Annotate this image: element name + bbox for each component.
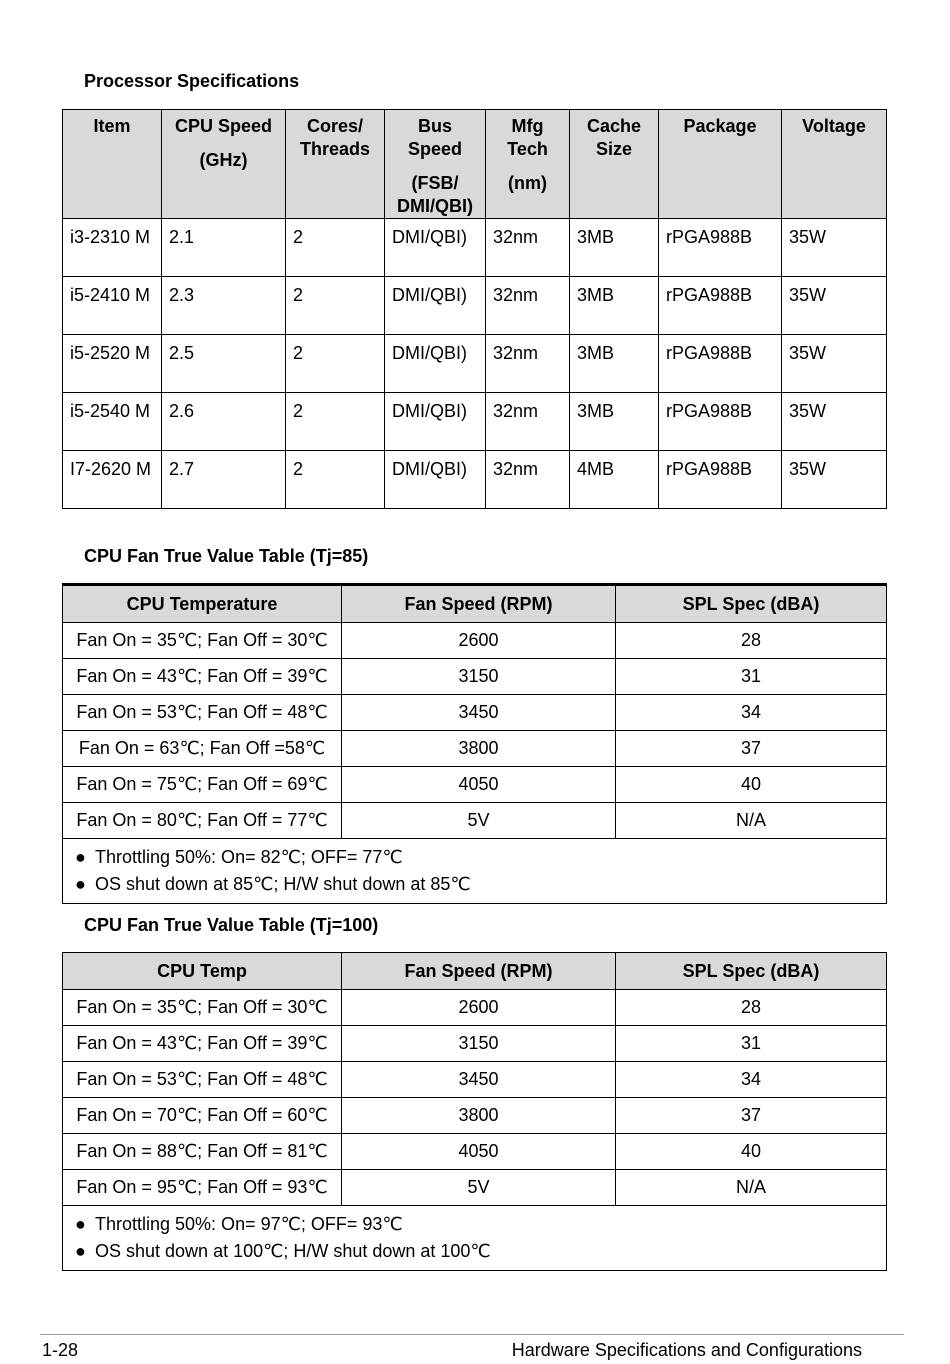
cell-spl: 34	[616, 1062, 887, 1098]
header-spl-spec: SPL Spec (dBA)	[616, 953, 887, 990]
cell-fan-speed: 4050	[342, 767, 616, 803]
cell-cache: 3MB	[570, 393, 659, 451]
table-header-row	[63, 953, 887, 990]
cell-spl: 28	[616, 623, 887, 659]
note-item: ● Throttling 50%: On= 97℃; OFF= 93℃	[75, 1211, 886, 1238]
cell-cores: 2	[286, 335, 385, 393]
table-row	[63, 659, 887, 695]
cell-fan-speed: 3150	[342, 1026, 616, 1062]
table-row	[63, 1062, 887, 1098]
cell-fan-speed: 2600	[342, 623, 616, 659]
cell-bus-speed: DMI/QBI)	[385, 335, 486, 393]
fan-tj100-table	[62, 952, 887, 1271]
cell-temperature: Fan On = 70℃; Fan Off = 60℃	[63, 1098, 342, 1134]
cell-spl: 37	[616, 731, 887, 767]
cell-fan-speed: 5V	[342, 1170, 616, 1206]
cell-package: rPGA988B	[659, 451, 782, 509]
header-voltage: Voltage	[782, 110, 887, 219]
cell-temperature: Fan On = 63℃; Fan Off =58℃	[63, 731, 342, 767]
cell-package: rPGA988B	[659, 219, 782, 277]
header-cpu-temp: CPU Temp	[63, 953, 342, 990]
cell-item: i5-2540 M	[63, 393, 162, 451]
header-bus-speed: Bus Speed (FSB/ DMI/QBI)	[385, 110, 486, 219]
cell-cpu-speed: 2.6	[162, 393, 286, 451]
header-fan-speed: Fan Speed (RPM)	[342, 953, 616, 990]
cell-cpu-speed: 2.5	[162, 335, 286, 393]
cell-temperature: Fan On = 43℃; Fan Off = 39℃	[63, 659, 342, 695]
header-cores-threads: Cores/ Threads	[286, 110, 385, 219]
header-package: Package	[659, 110, 782, 219]
table-row	[63, 1134, 887, 1170]
footer-divider	[40, 1334, 904, 1335]
cell-spl: 31	[616, 659, 887, 695]
table-row	[63, 1026, 887, 1062]
page-number: 1-28	[42, 1340, 79, 1360]
cell-mfg-tech: 32nm	[486, 451, 570, 509]
note-item: ● Throttling 50%: On= 82℃; OFF= 77℃	[75, 844, 886, 871]
cell-spl: 34	[616, 695, 887, 731]
cell-package: rPGA988B	[659, 393, 782, 451]
cell-spl: 28	[616, 990, 887, 1026]
cell-voltage: 35W	[782, 451, 887, 509]
cell-spl: 40	[616, 1134, 887, 1170]
notes-cell	[63, 839, 887, 904]
bullet-icon: ●	[75, 1214, 86, 1234]
note-item: ● OS shut down at 100℃; H/W shut down at 100℃	[75, 1238, 886, 1265]
cell-fan-speed: 3150	[342, 659, 616, 695]
header-mfg-tech: Mfg Tech (nm)	[486, 110, 570, 219]
cell-cores: 2	[286, 277, 385, 335]
cell-cpu-speed: 2.1	[162, 219, 286, 277]
cell-voltage: 35W	[782, 277, 887, 335]
cell-voltage: 35W	[782, 393, 887, 451]
table-row	[63, 731, 887, 767]
cell-spl: 40	[616, 767, 887, 803]
cell-spl: N/A	[616, 803, 887, 839]
header-spl-spec: SPL Spec (dBA)	[616, 585, 887, 623]
cell-cores: 2	[286, 451, 385, 509]
cell-cores: 2	[286, 219, 385, 277]
cell-spl: 31	[616, 1026, 887, 1062]
cell-item: i3-2310 M	[63, 219, 162, 277]
bullet-icon: ●	[75, 1241, 86, 1261]
cell-temperature: Fan On = 95℃; Fan Off = 93℃	[63, 1170, 342, 1206]
table-row	[63, 803, 887, 839]
cell-bus-speed: DMI/QBI)	[385, 451, 486, 509]
cell-fan-speed: 2600	[342, 990, 616, 1026]
cell-package: rPGA988B	[659, 335, 782, 393]
header-cpu-speed: CPU Speed (GHz)	[162, 110, 286, 219]
cell-cache: 3MB	[570, 277, 659, 335]
table-row	[63, 1098, 887, 1134]
header-item: Item	[63, 110, 162, 219]
cell-spl: N/A	[616, 1170, 887, 1206]
header-cpu-temperature: CPU Temperature	[63, 585, 342, 623]
cell-fan-speed: 3450	[342, 695, 616, 731]
cell-cache: 3MB	[570, 219, 659, 277]
cell-voltage: 35W	[782, 335, 887, 393]
cell-bus-speed: DMI/QBI)	[385, 219, 486, 277]
table-row	[63, 219, 887, 277]
cell-cpu-speed: 2.3	[162, 277, 286, 335]
cell-bus-speed: DMI/QBI)	[385, 393, 486, 451]
fan-tj85-table	[62, 583, 887, 904]
table-row	[63, 335, 887, 393]
cell-cache: 3MB	[570, 335, 659, 393]
table-row	[63, 277, 887, 335]
table-row	[63, 767, 887, 803]
table-row	[63, 623, 887, 659]
cell-item: i5-2410 M	[63, 277, 162, 335]
cell-temperature: Fan On = 88℃; Fan Off = 81℃	[63, 1134, 342, 1170]
table-row	[63, 393, 887, 451]
cell-item: I7-2620 M	[63, 451, 162, 509]
bullet-icon: ●	[75, 874, 86, 894]
fan-tj100-section-title: CPU Fan True Value Table (Tj=100)	[84, 915, 379, 935]
notes-row	[63, 1206, 887, 1271]
notes-row	[63, 839, 887, 904]
cell-temperature: Fan On = 75℃; Fan Off = 69℃	[63, 767, 342, 803]
processor-spec-table	[62, 109, 887, 509]
cell-temperature: Fan On = 53℃; Fan Off = 48℃	[63, 1062, 342, 1098]
cell-spl: 37	[616, 1098, 887, 1134]
table-row	[63, 1170, 887, 1206]
processor-section-title: Processor Specifications	[84, 71, 300, 91]
cell-fan-speed: 3450	[342, 1062, 616, 1098]
cell-temperature: Fan On = 43℃; Fan Off = 39℃	[63, 1026, 342, 1062]
table-row	[63, 695, 887, 731]
cell-cache: 4MB	[570, 451, 659, 509]
table-header-row	[63, 110, 887, 219]
chapter-title: Hardware Specifications and Configurations	[511, 1340, 862, 1360]
fan-tj85-section-title: CPU Fan True Value Table (Tj=85)	[84, 546, 369, 566]
cell-voltage: 35W	[782, 219, 887, 277]
cell-fan-speed: 4050	[342, 1134, 616, 1170]
cell-mfg-tech: 32nm	[486, 277, 570, 335]
cell-fan-speed: 3800	[342, 731, 616, 767]
cell-mfg-tech: 32nm	[486, 335, 570, 393]
cell-item: i5-2520 M	[63, 335, 162, 393]
bullet-icon: ●	[75, 847, 86, 867]
note-item: ● OS shut down at 85℃; H/W shut down at 85℃	[75, 871, 886, 898]
cell-fan-speed: 5V	[342, 803, 616, 839]
cell-mfg-tech: 32nm	[486, 219, 570, 277]
notes-cell	[63, 1206, 887, 1271]
cell-cpu-speed: 2.7	[162, 451, 286, 509]
cell-temperature: Fan On = 80℃; Fan Off = 77℃	[63, 803, 342, 839]
cell-package: rPGA988B	[659, 277, 782, 335]
table-header-row	[63, 585, 887, 623]
header-fan-speed: Fan Speed (RPM)	[342, 585, 616, 623]
cell-temperature: Fan On = 35℃; Fan Off = 30℃	[63, 990, 342, 1026]
cell-cores: 2	[286, 393, 385, 451]
header-cache-size: Cache Size	[570, 110, 659, 219]
cell-temperature: Fan On = 35℃; Fan Off = 30℃	[63, 623, 342, 659]
cell-bus-speed: DMI/QBI)	[385, 277, 486, 335]
table-row	[63, 451, 887, 509]
cell-fan-speed: 3800	[342, 1098, 616, 1134]
cell-mfg-tech: 32nm	[486, 393, 570, 451]
table-row	[63, 990, 887, 1026]
cell-temperature: Fan On = 53℃; Fan Off = 48℃	[63, 695, 342, 731]
